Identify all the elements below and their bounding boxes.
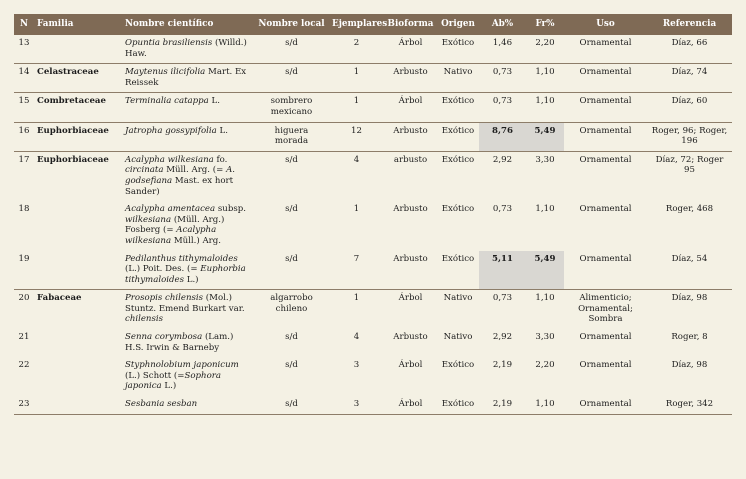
sci-name-part: Müll. Arg. (= xyxy=(163,165,227,176)
cell-referencia: Díaz, 74 xyxy=(647,64,732,93)
cell-uso: Ornamental xyxy=(579,154,632,165)
cell-bioforma: Árbol xyxy=(398,293,423,304)
table-row xyxy=(14,290,732,329)
cell-familia xyxy=(34,35,122,64)
cell-nombre-cientifico xyxy=(122,357,254,396)
sci-name-part: Mart. Ex Reissek xyxy=(125,67,247,88)
cell-nombre-local: s/d xyxy=(285,332,298,343)
sci-name-part: Styphnolobium japonicum xyxy=(125,360,239,371)
cell-n: 13 xyxy=(14,35,34,64)
cell-nombre-local: s/d xyxy=(285,154,298,165)
cell-ejemplares: 4 xyxy=(353,154,360,165)
header-familia: Familia xyxy=(37,19,74,30)
cell-uso: Ornamental xyxy=(564,35,647,64)
cell-bioforma: Árbol xyxy=(384,35,437,64)
table-row xyxy=(14,201,732,250)
cell-nombre-local: s/d xyxy=(254,64,329,93)
table-body xyxy=(14,35,732,414)
cell-nombre-cientifico xyxy=(122,329,254,357)
sci-name-part: chilensis xyxy=(125,314,164,325)
cell-ejemplares: 1 xyxy=(353,204,360,215)
cell-bioforma: arbusto xyxy=(393,154,428,165)
cell-familia: Euphorbiaceae xyxy=(37,154,109,165)
species-table xyxy=(14,14,732,415)
cell-ejemplares: 1 xyxy=(353,293,360,304)
cell-nombre-local: s/d xyxy=(285,360,298,371)
cell-ab: 0,73 xyxy=(479,64,526,93)
table-row xyxy=(14,35,732,64)
cell-ab: 1,46 xyxy=(479,35,526,64)
cell-bioforma: Arbusto xyxy=(384,64,437,93)
cell-ab: 8,76 xyxy=(479,122,526,151)
cell-fr: 1,10 xyxy=(526,64,564,93)
cell-fr: 3,30 xyxy=(535,154,555,165)
cell-nombre-local: s/d xyxy=(254,35,329,64)
header-ab: Ab% xyxy=(491,19,514,30)
table-row xyxy=(14,122,732,151)
sci-name-part: (Mol.) Stuntz. Emend Burkart var. xyxy=(125,293,245,314)
cell-n: 20 xyxy=(18,293,30,304)
cell-nombre-cientifico xyxy=(122,93,254,122)
cell-bioforma: Arbusto xyxy=(393,204,428,215)
cell-referencia: Díaz, 98 xyxy=(671,293,708,304)
cell-bioforma: Árbol xyxy=(398,360,423,371)
sci-name-part: Sophora japonica xyxy=(125,370,221,392)
cell-fr: 1,10 xyxy=(535,293,555,304)
sci-name-part: subsp. xyxy=(215,204,246,215)
sci-name-part: (L.) Poit. Des. (= xyxy=(125,264,201,275)
cell-nombre-cientifico xyxy=(122,396,254,414)
table-row xyxy=(14,329,732,357)
sci-name-part: Acalypha amentacea xyxy=(125,204,216,215)
sci-name-part: Sesbania sesban xyxy=(125,399,198,410)
cell-n: 23 xyxy=(14,396,34,414)
cell-uso: Ornamental xyxy=(564,93,647,122)
sci-name-part: Jatropha gossypifolia xyxy=(125,125,217,136)
cell-ejemplares: 3 xyxy=(353,360,360,371)
cell-fr: 1,10 xyxy=(535,204,555,215)
cell-bioforma: Arbusto xyxy=(384,251,437,290)
sci-name-part: circinata xyxy=(125,165,164,176)
cell-nombre-cientifico xyxy=(122,122,254,151)
cell-origen: Nativo xyxy=(443,293,473,304)
cell-ejemplares: 7 xyxy=(329,251,384,290)
cell-bioforma: Arbusto xyxy=(384,122,437,151)
cell-fr: 5,49 xyxy=(526,122,564,151)
sci-name-part: Euphorbia tithymaloides xyxy=(125,264,246,285)
sci-name-part: fo. xyxy=(213,154,228,165)
cell-nombre-cientifico xyxy=(122,151,254,201)
sci-name-part: Prosopis chilensis xyxy=(125,293,204,304)
cell-nombre-local: algarrobo chileno xyxy=(270,293,313,314)
cell-nombre-local: s/d xyxy=(285,204,298,215)
cell-origen: Exótico xyxy=(437,251,479,290)
cell-ab: 5,11 xyxy=(479,251,526,290)
cell-ejemplares: 3 xyxy=(329,396,384,414)
cell-uso: Alimenticio; Ornamental; Sombra xyxy=(578,293,633,325)
sci-name-part: Müll.) Arg. xyxy=(171,235,222,246)
cell-fr: 2,20 xyxy=(535,360,555,371)
cell-nombre-local: sombrero mexicano xyxy=(254,93,329,122)
cell-ab: 2,92 xyxy=(492,332,513,343)
cell-bioforma: Árbol xyxy=(384,396,437,414)
cell-nombre-local: s/d xyxy=(254,251,329,290)
sci-name-part: Acalypha wilkesiana xyxy=(125,225,217,246)
table-row xyxy=(14,357,732,396)
table-header xyxy=(14,14,732,35)
cell-ab: 2,19 xyxy=(479,396,526,414)
cell-familia xyxy=(34,396,122,414)
cell-uso: Ornamental xyxy=(564,251,647,290)
cell-familia xyxy=(34,251,122,290)
cell-referencia: Díaz, 66 xyxy=(647,35,732,64)
cell-origen: Nativo xyxy=(437,64,479,93)
cell-uso: Ornamental xyxy=(564,64,647,93)
cell-origen: Nativo xyxy=(443,332,473,343)
species-table-container xyxy=(14,14,732,415)
cell-nombre-cientifico xyxy=(122,35,254,64)
header-row xyxy=(14,14,732,35)
cell-n: 19 xyxy=(14,251,34,290)
sci-name-part: wilkesiana xyxy=(125,214,172,225)
cell-nombre-cientifico xyxy=(122,290,254,329)
cell-origen: Exótico xyxy=(437,93,479,122)
sci-name-part: L. xyxy=(216,125,228,136)
cell-n: 21 xyxy=(18,332,30,343)
header-uso: Uso xyxy=(596,19,615,30)
cell-fr: 1,10 xyxy=(526,396,564,414)
header-nombre-cientifico: Nombre científico xyxy=(125,19,214,30)
cell-fr: 1,10 xyxy=(526,93,564,122)
cell-referencia: Roger, 8 xyxy=(671,332,708,343)
cell-familia xyxy=(34,329,122,357)
sci-name-part: (Willd.) Haw. xyxy=(125,38,247,59)
cell-uso: Ornamental xyxy=(564,122,647,151)
cell-uso: Ornamental xyxy=(579,332,632,343)
cell-nombre-local: higuera morada xyxy=(254,122,329,151)
cell-nombre-cientifico xyxy=(122,251,254,290)
cell-uso: Ornamental xyxy=(564,396,647,414)
cell-uso: Ornamental xyxy=(579,204,632,215)
cell-referencia: Roger, 96; Roger, 196 xyxy=(647,122,732,151)
sci-name-part: Maytenus ilicifolia xyxy=(125,67,206,78)
cell-origen: Exótico xyxy=(437,396,479,414)
cell-referencia: Roger, 468 xyxy=(665,204,714,215)
cell-origen: Exótico xyxy=(437,122,479,151)
cell-nombre-local: s/d xyxy=(254,396,329,414)
cell-ejemplares: 1 xyxy=(329,93,384,122)
cell-origen: Exótico xyxy=(441,204,475,215)
cell-referencia: Díaz, 98 xyxy=(671,360,708,371)
header-bioforma: Bioforma xyxy=(387,19,434,30)
sci-name-part: Opuntia brasiliensis xyxy=(125,38,213,48)
cell-bioforma: Arbusto xyxy=(393,332,428,343)
table-row xyxy=(14,396,732,414)
cell-fr: 3,30 xyxy=(535,332,555,343)
cell-ejemplares: 4 xyxy=(353,332,360,343)
table-row xyxy=(14,251,732,290)
sci-name-part: Mast. ex hort Sander) xyxy=(125,175,234,197)
cell-familia: Combretaceae xyxy=(34,93,122,122)
cell-uso: Ornamental xyxy=(579,360,632,371)
cell-fr: 2,20 xyxy=(526,35,564,64)
cell-nombre-cientifico xyxy=(122,201,254,250)
header-n: N xyxy=(19,19,29,30)
table-row xyxy=(14,64,732,93)
cell-ab: 0,73 xyxy=(492,293,513,304)
header-nombre-local: Nombre local xyxy=(258,19,325,30)
cell-ejemplares: 2 xyxy=(329,35,384,64)
cell-n: 16 xyxy=(14,122,34,151)
cell-fr: 5,49 xyxy=(526,251,564,290)
cell-familia: Euphorbiaceae xyxy=(34,122,122,151)
sci-name-part: L.) xyxy=(184,274,199,285)
header-ejemplares: Ejemplares xyxy=(332,19,388,30)
header-origen: Origen xyxy=(441,19,475,30)
header-fr: Fr% xyxy=(535,19,555,30)
cell-ejemplares: 1 xyxy=(329,64,384,93)
cell-ab: 2,92 xyxy=(492,154,513,165)
table-row xyxy=(14,93,732,122)
cell-bioforma: Árbol xyxy=(384,93,437,122)
table-row xyxy=(14,151,732,201)
cell-familia xyxy=(34,201,122,250)
cell-ejemplares: 12 xyxy=(329,122,384,151)
cell-familia: Celastraceae xyxy=(34,64,122,93)
cell-n: 17 xyxy=(18,154,30,165)
cell-n: 22 xyxy=(18,360,30,371)
sci-name-part: A. godsefiana xyxy=(125,165,236,186)
sci-name-part: (Müll. Arg.) Fosberg (= xyxy=(125,214,225,236)
cell-referencia: Roger, 342 xyxy=(647,396,732,414)
cell-n: 14 xyxy=(14,64,34,93)
sci-name-part: (L.) Schott (= xyxy=(125,370,185,381)
cell-ab: 0,73 xyxy=(479,93,526,122)
sci-name-part: L. xyxy=(208,96,220,107)
sci-name-part: (Lam.) H.S. Irwin & Barneby xyxy=(125,332,234,353)
sci-name-part: Pedilanthus tithymaloides xyxy=(125,253,238,264)
cell-familia: Fabaceae xyxy=(37,293,82,304)
cell-n: 18 xyxy=(18,204,30,215)
sci-name-part: Acalypha wilkesiana xyxy=(125,154,214,165)
cell-ab: 2,19 xyxy=(492,360,513,371)
sci-name-part: L.) xyxy=(161,381,177,392)
cell-familia xyxy=(34,357,122,396)
cell-n: 15 xyxy=(14,93,34,122)
sci-name-part: Terminalia catappa xyxy=(125,96,209,107)
cell-ab: 0,73 xyxy=(492,204,513,215)
cell-nombre-cientifico xyxy=(122,64,254,93)
cell-origen: Exótico xyxy=(441,154,475,165)
cell-origen: Exótico xyxy=(441,360,475,371)
header-referencia: Referencia xyxy=(662,19,717,30)
cell-origen: Exótico xyxy=(437,35,479,64)
cell-referencia: Díaz, 60 xyxy=(647,93,732,122)
cell-referencia: Díaz, 72; Roger 95 xyxy=(655,154,724,176)
cell-referencia: Díaz, 54 xyxy=(647,251,732,290)
sci-name-part: Senna corymbosa xyxy=(125,332,203,343)
